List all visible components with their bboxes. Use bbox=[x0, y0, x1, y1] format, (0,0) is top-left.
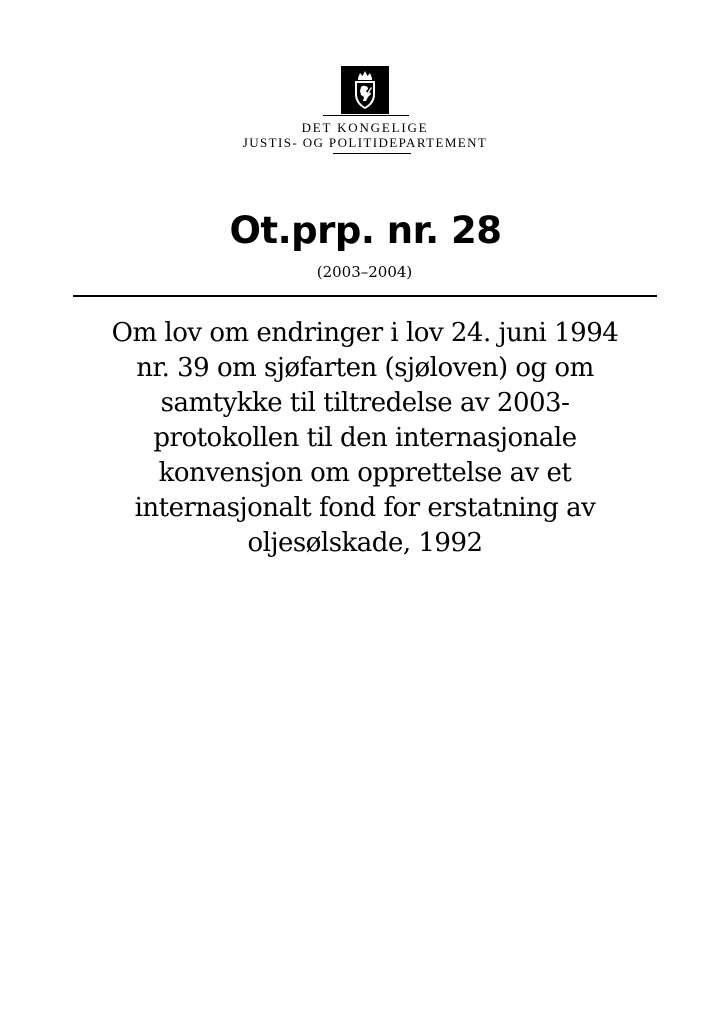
title-line: samtykke til tiltredelse av 2003- bbox=[160, 388, 570, 418]
document-title bbox=[80, 316, 650, 561]
department-name-line1: DET KONGELIGE bbox=[301, 120, 429, 135]
title-line: Om lov om endringer i lov 24. juni 1994 bbox=[111, 318, 619, 348]
title-line: protokollen til den internasjonale bbox=[153, 423, 577, 453]
title-line: nr. 39 om sjøfarten (sjøloven) og om bbox=[136, 353, 594, 383]
department-name-line2: JUSTIS- OG POLITIDEPARTEMENT bbox=[242, 135, 488, 150]
horizontal-rule bbox=[73, 295, 657, 297]
title-line: konvensjon om opprettelse av et bbox=[158, 458, 572, 488]
department-divider-bottom bbox=[333, 153, 411, 154]
title-line: internasjonalt fond for erstatning av bbox=[134, 493, 596, 523]
title-line: oljesølskade, 1992 bbox=[247, 528, 483, 558]
session-years: (2003–2004) bbox=[316, 263, 413, 281]
royal-coat-of-arms-icon bbox=[341, 66, 389, 114]
department-divider-top bbox=[323, 115, 409, 116]
document-number: Ot.prp. nr. 28 bbox=[229, 209, 502, 252]
